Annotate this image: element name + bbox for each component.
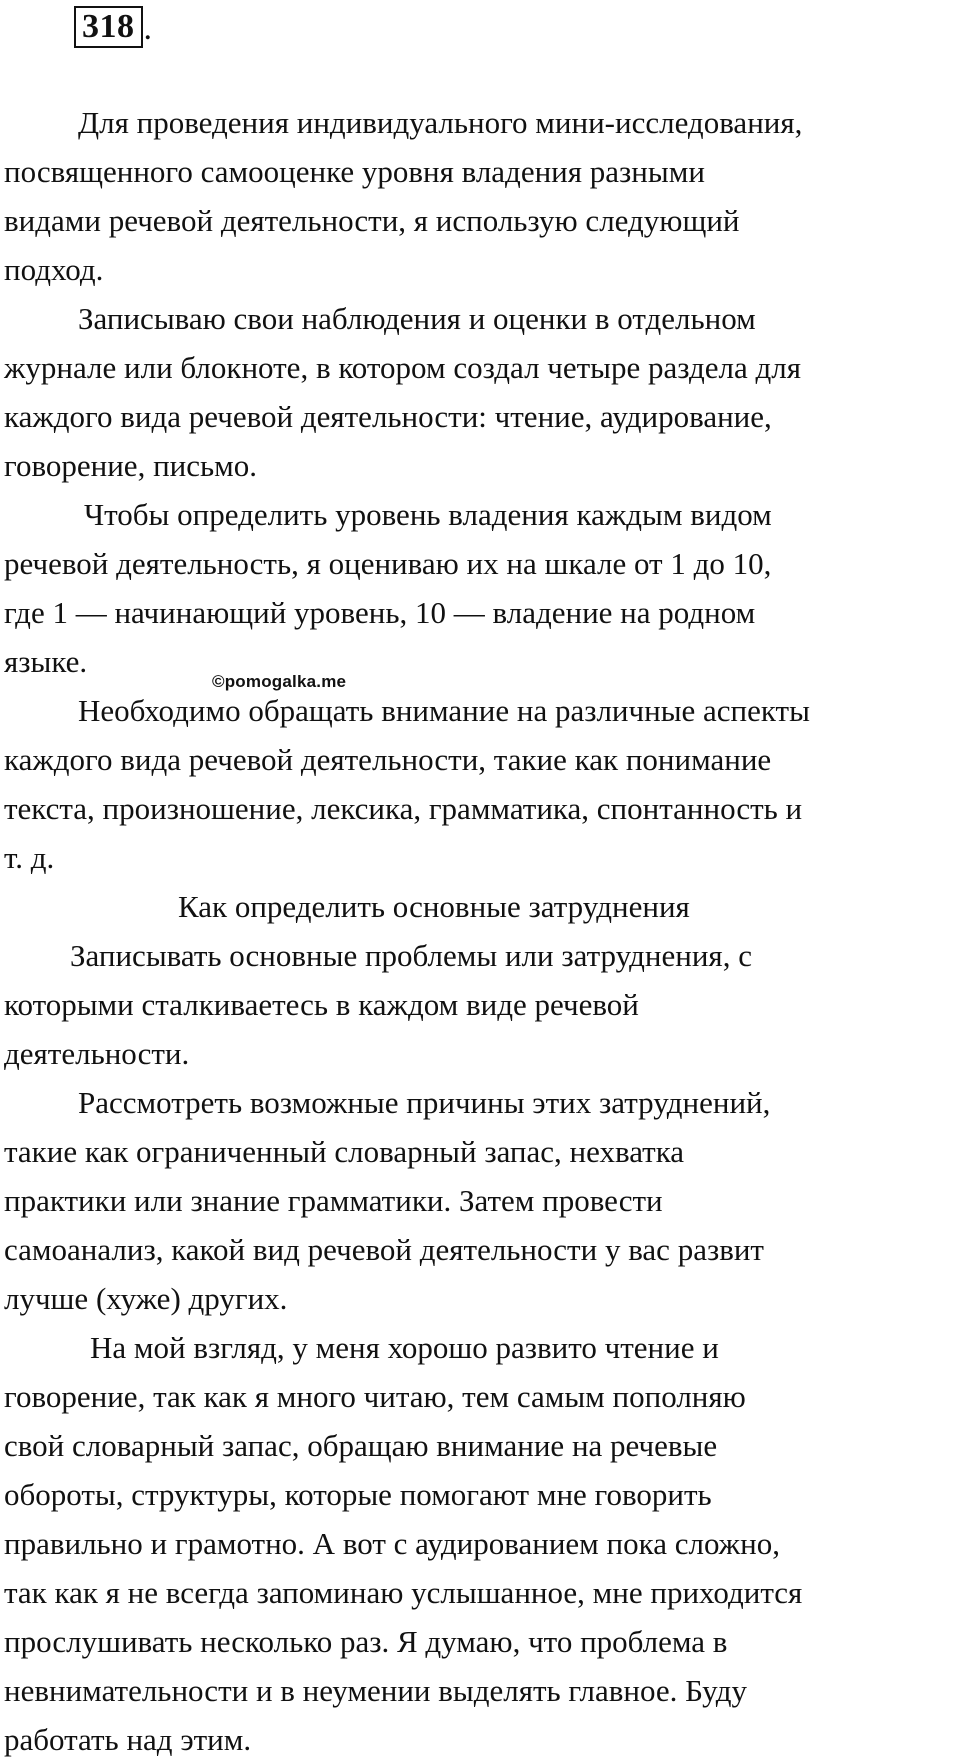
paragraph-line: т. д. [4,840,55,875]
paragraph-line: говорение, письмо. [4,448,258,483]
task-number [74,4,152,48]
paragraph-line: На мой взгляд, у меня хорошо развито чтение и [90,1330,719,1365]
paragraph-line: каждого вида речевой деятельности, такие как понимание [4,742,772,777]
paragraph-line: лучше (хуже) других. [4,1281,288,1316]
paragraph-line: Для проведения индивидуального мини-исследования, [78,105,803,140]
paragraph-line: такие как ограниченный словарный запас, нехватка [4,1134,685,1169]
task-number-box: 318 [74,6,143,48]
paragraph-line: деятельности. [4,1036,190,1071]
paragraph-line: так как я не всегда запоминаю услышанное, мне приходится [4,1575,803,1610]
paragraph-line: журнале или блокноте, в котором создал четыре раздела для [4,350,801,385]
paragraph-line: свой словарный запас, обращаю внимание на речевые [4,1428,718,1463]
paragraph-line: говорение, так как я много читаю, тем самым пополняю [4,1379,746,1414]
paragraph-line: Чтобы определить уровень владения каждым видом [84,497,772,532]
paragraph-line: речевой деятельность, я оцениваю их на шкале от 1 до 10, [4,546,772,581]
paragraph-line: видами речевой деятельности, я использую следующий [4,203,740,238]
paragraph-line: обороты, структуры, которые помогают мне говорить [4,1477,712,1512]
paragraph-line: текста, произношение, лексика, грамматика, спонтанность и [4,791,803,826]
paragraph-line: прослушивать несколько раз. Я думаю, что проблема в [4,1624,728,1659]
watermark: ©pomogalka.me [212,672,347,691]
paragraph-line: Рассмотреть возможные причины этих затруднений, [78,1085,771,1120]
answer-text [4,98,956,1764]
section-heading: Как определить основные затруднения [178,889,690,924]
paragraph-line: Записываю свои наблюдения и оценки в отдельном [78,301,756,336]
paragraph-line: подход. [4,252,104,287]
paragraph-line: где 1 — начинающий уровень, 10 — владение на родном [4,595,756,630]
paragraph-line: которыми сталкиваетесь в каждом виде речевой [4,987,639,1022]
paragraph-line: посвященного самооценке уровня владения разными [4,154,705,189]
paragraph-line: Необходимо обращать внимание на различные аспекты [78,693,810,728]
task-number-suffix: . [143,10,152,47]
paragraph-line: языке. [4,644,88,679]
paragraph-line: каждого вида речевой деятельности: чтение, аудирование, [4,399,772,434]
paragraph-line: правильно и грамотно. А вот с аудированием пока сложно, [4,1526,780,1561]
paragraph-line: невнимательности и в неумении выделять главное. Буду [4,1673,747,1708]
paragraph-line: работать над этим. [4,1722,252,1757]
paragraph-line: Записывать основные проблемы или затруднения, с [70,938,752,973]
paragraph-line: практики или знание грамматики. Затем провести [4,1183,663,1218]
paragraph-line: самоанализ, какой вид речевой деятельности у вас развит [4,1232,764,1267]
